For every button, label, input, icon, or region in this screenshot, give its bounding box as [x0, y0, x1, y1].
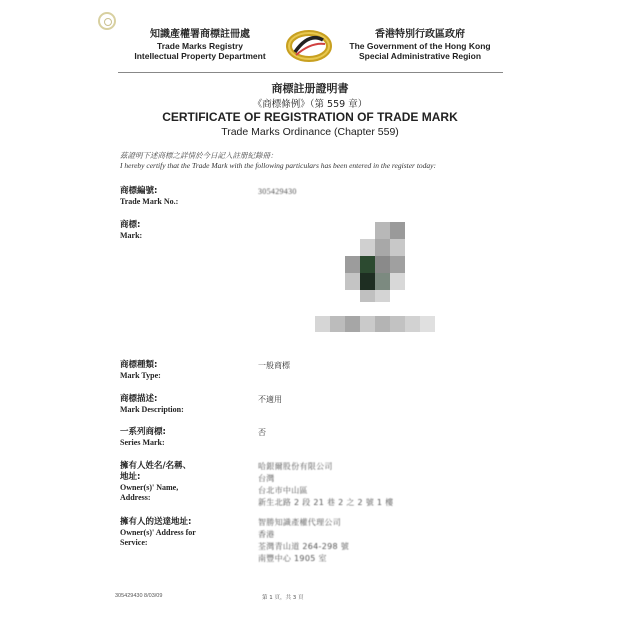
series-mark-label: [120, 427, 166, 448]
trade-mark-no-value: 305429430: [258, 187, 297, 196]
registry-name-en: Trade Marks Registry: [157, 41, 243, 51]
footer-page-number: 第 1 頁，共 3 頁: [262, 595, 304, 601]
owner-line: 台灣: [258, 474, 275, 483]
owner-label-cn-1: 擁有人姓名/名稱、: [120, 461, 192, 471]
registry-name-cn: 知識產權署商標註冊處: [150, 29, 250, 40]
department-name-en: Intellectual Property Department: [134, 51, 266, 61]
owner-label-en-1: Owner(s)' Name,: [120, 483, 179, 492]
mark-type-label: [120, 360, 161, 381]
ipd-ring-logo-icon: [285, 28, 333, 64]
region-name-en: Special Administrative Region: [358, 51, 482, 61]
mark-type-label-en: Mark Type:: [120, 371, 161, 380]
mark-label-cn: 商標:: [120, 220, 141, 230]
mark-label: [120, 220, 142, 241]
ordinance-title-en: Trade Marks Ordinance (Chapter 559): [221, 126, 399, 138]
owner-label: [120, 461, 191, 503]
mark-type-value: 一般商標: [258, 361, 290, 370]
trade-mark-no-label-cn: 商標編號:: [120, 186, 158, 196]
certify-statement-cn: 茲證明下述商標之詳情於今日記入註册紀錄冊：: [120, 151, 278, 160]
pixelated-mark-image: [315, 222, 435, 334]
mark-description-label: [120, 394, 184, 415]
service-line: 荃灣青山道 264-298 號: [258, 542, 350, 551]
government-name-en: The Government of the Hong Kong: [349, 41, 491, 51]
service-address-value: [258, 517, 349, 565]
footer-reference: 305429430 8/03/09: [115, 593, 163, 599]
series-mark-label-en: Series Mark:: [120, 438, 165, 447]
ipd-logo: [285, 28, 333, 64]
header-left: [125, 29, 275, 61]
owner-line: 新生北路 2 段 21 巷 2 之 2 號 1 樓: [258, 498, 394, 507]
service-address-label-en-2: Service:: [120, 538, 148, 547]
certificate-title-cn: 商標註册證明書: [271, 82, 349, 95]
owner-line: 哈銀爾股份有限公司: [258, 462, 333, 471]
service-line: 香港: [258, 530, 275, 539]
trade-mark-no-label: [120, 186, 178, 207]
service-line: 南豐中心 1905 室: [258, 554, 327, 563]
service-line: 智勝知識產權代理公司: [258, 518, 341, 527]
service-address-label-cn: 擁有人的送達地址:: [120, 517, 192, 527]
certify-statement-en: I hereby certify that the Trade Mark with the following particulars has been entered in the register today:: [120, 161, 436, 170]
trade-mark-no-label-en: Trade Mark No.:: [120, 197, 179, 206]
owner-value: [258, 461, 393, 509]
series-mark-label-cn: 一系列商標:: [120, 427, 166, 437]
mark-description-label-en: Mark Description:: [120, 405, 184, 414]
ordinance-title-cn: 《商標條例》（第 559 章）: [252, 99, 368, 110]
service-address-label-en-1: Owner(s)' Address for: [120, 528, 196, 537]
mark-description-value: 不適用: [258, 395, 282, 404]
owner-label-cn-2: 地址:: [120, 472, 141, 482]
mark-type-label-cn: 商標種類:: [120, 360, 158, 370]
punch-hole: [98, 12, 116, 30]
header-rule: [118, 72, 503, 73]
mark-description-label-cn: 商標描述:: [120, 394, 158, 404]
owner-line: 台北市中山區: [258, 486, 308, 495]
mark-label-en: Mark:: [120, 231, 143, 240]
service-address-label: [120, 517, 196, 548]
owner-label-en-2: Address:: [120, 493, 151, 502]
government-name-cn: 香港特別行政區政府: [375, 29, 465, 40]
series-mark-value: 否: [258, 428, 266, 437]
certificate-title-en: CERTIFICATE OF REGISTRATION OF TRADE MARK: [162, 110, 458, 124]
header-right: [340, 29, 500, 61]
